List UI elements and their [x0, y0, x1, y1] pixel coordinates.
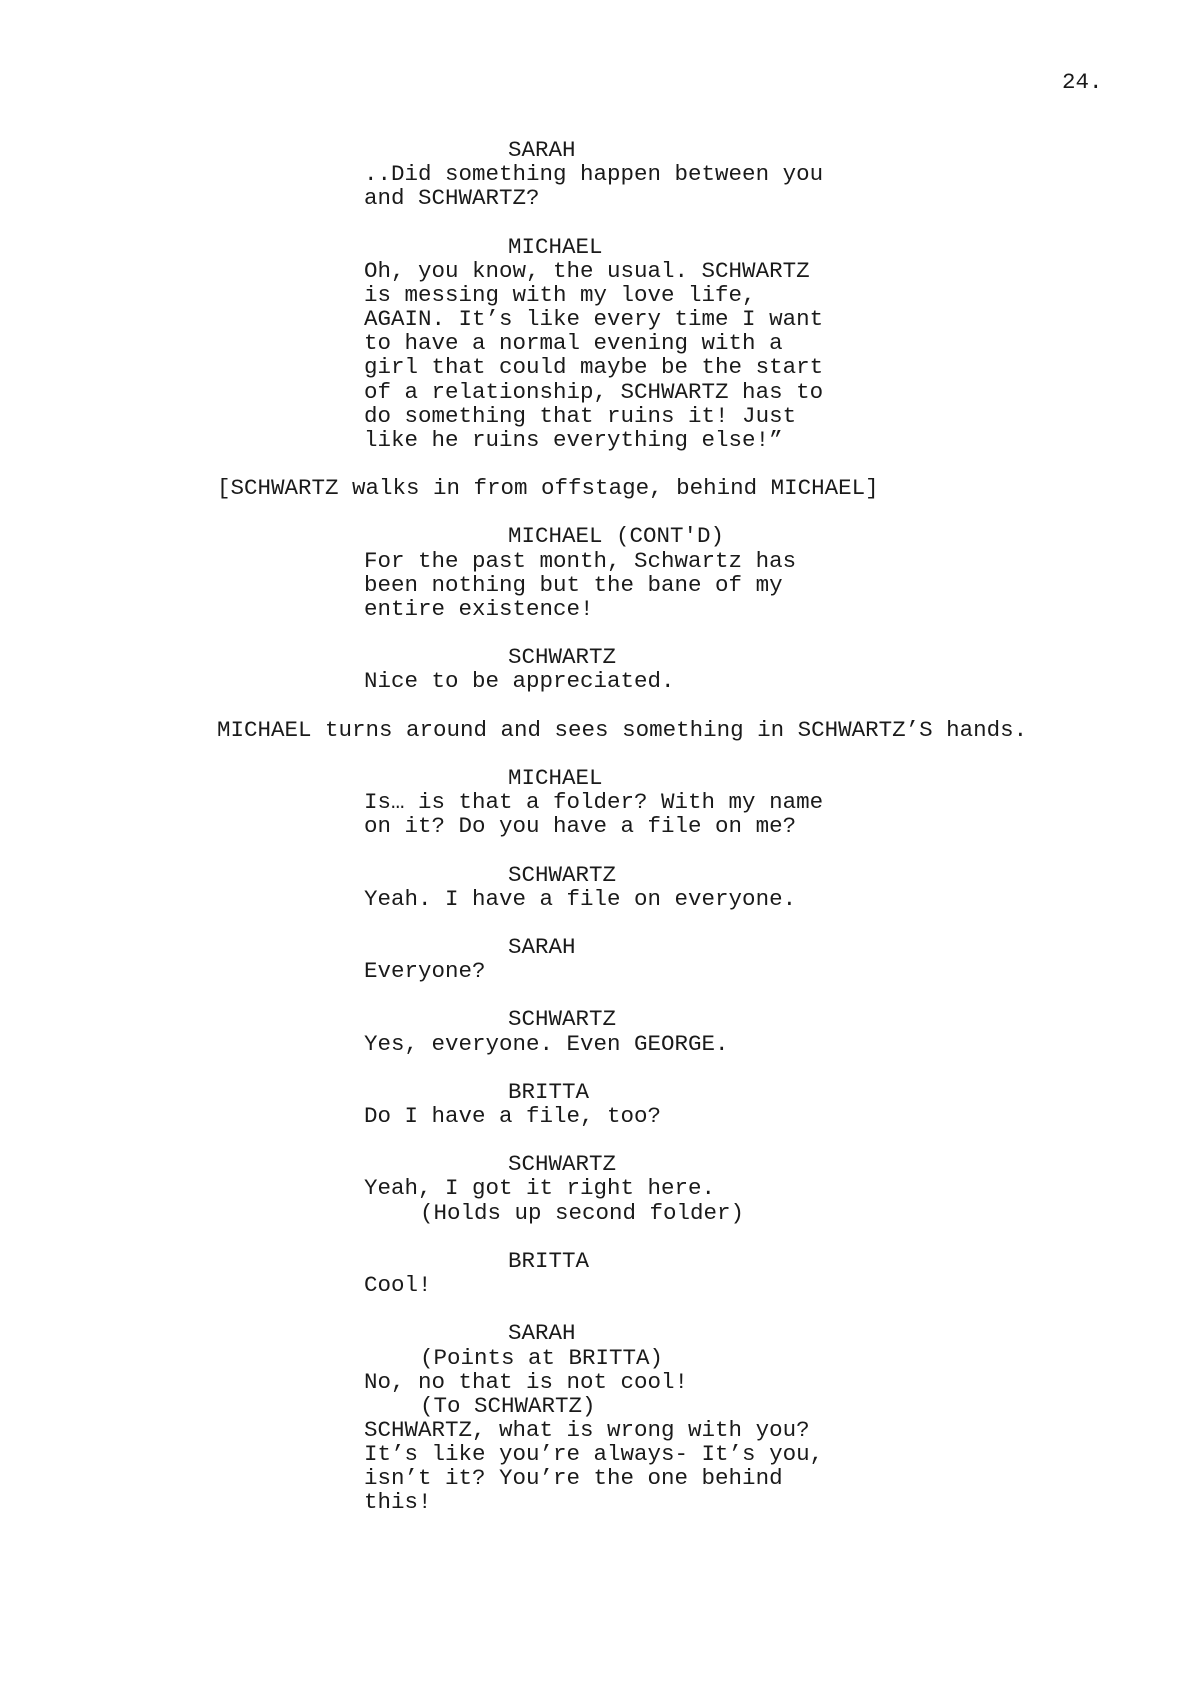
- dialogue-line: Is… is that a folder? With my name: [364, 789, 824, 816]
- dialogue-line: Everyone?: [364, 958, 486, 985]
- character-name: SCHWARTZ: [508, 1151, 617, 1178]
- character-name: SARAH: [508, 1320, 576, 1347]
- dialogue-line: SCHWARTZ, what is wrong with you?: [364, 1416, 810, 1443]
- dialogue-line: AGAIN. It’s like every time I want: [364, 306, 824, 333]
- character-name: SCHWARTZ: [508, 644, 617, 671]
- dialogue-line: entire existence!: [364, 595, 594, 622]
- action-line: [SCHWARTZ walks in from offstage, behind MICHAEL]: [217, 475, 879, 502]
- dialogue-line: Cool!: [364, 1272, 432, 1299]
- dialogue-line: do something that ruins it! Just: [364, 402, 797, 429]
- dialogue-line: is messing with my love life,: [364, 281, 756, 308]
- character-name: SARAH: [508, 933, 576, 960]
- dialogue-line: Oh, you know, the usual. SCHWARTZ: [364, 257, 810, 284]
- dialogue-line: on it? Do you have a file on me?: [364, 813, 797, 840]
- dialogue-line: to have a normal evening with a: [364, 330, 783, 357]
- dialogue-line: isn’t it? You’re the one behind: [364, 1465, 783, 1492]
- character-name: MICHAEL: [508, 233, 603, 260]
- character-name: SARAH: [508, 137, 576, 163]
- dialogue-line: Nice to be appreciated.: [364, 668, 675, 695]
- dialogue-line: like he ruins everything else!”: [364, 426, 783, 453]
- dialogue-line: of a relationship, SCHWARTZ has to: [364, 378, 824, 405]
- dialogue-line: For the past month, Schwartz has: [364, 547, 797, 574]
- dialogue-line: Yeah, I got it right here.: [364, 1175, 716, 1202]
- dialogue-line: this!: [364, 1489, 432, 1516]
- dialogue-line: It’s like you’re always- It’s you,: [364, 1441, 824, 1468]
- character-name: SCHWARTZ: [508, 1006, 617, 1033]
- character-name: BRITTA: [508, 1078, 590, 1105]
- action-line: MICHAEL turns around and sees something in SCHWARTZ’S hands.: [217, 716, 1028, 743]
- dialogue-line: been nothing but the bane of my: [364, 571, 783, 598]
- character-name: BRITTA: [508, 1247, 590, 1274]
- parenthetical-line: (Points at BRITTA): [420, 1344, 664, 1371]
- dialogue-line: and SCHWARTZ?: [364, 185, 540, 212]
- character-name: MICHAEL: [508, 764, 603, 791]
- character-name: SCHWARTZ: [508, 861, 617, 888]
- dialogue-line: Yeah. I have a file on everyone.: [364, 885, 797, 912]
- dialogue-line: Do I have a file, too?: [364, 1103, 662, 1129]
- dialogue-line: ..Did something happen between you: [364, 161, 824, 188]
- dialogue-line: No, no that is not cool!: [364, 1368, 689, 1395]
- parenthetical-line: (To SCHWARTZ): [420, 1392, 596, 1419]
- page-number: 24.: [1062, 69, 1103, 95]
- parenthetical-line: (Holds up second folder): [420, 1199, 745, 1226]
- dialogue-line: Yes, everyone. Even GEORGE.: [364, 1030, 729, 1057]
- dialogue-line: girl that could maybe be the start: [364, 354, 824, 381]
- character-name: MICHAEL (CONT'D): [508, 523, 725, 550]
